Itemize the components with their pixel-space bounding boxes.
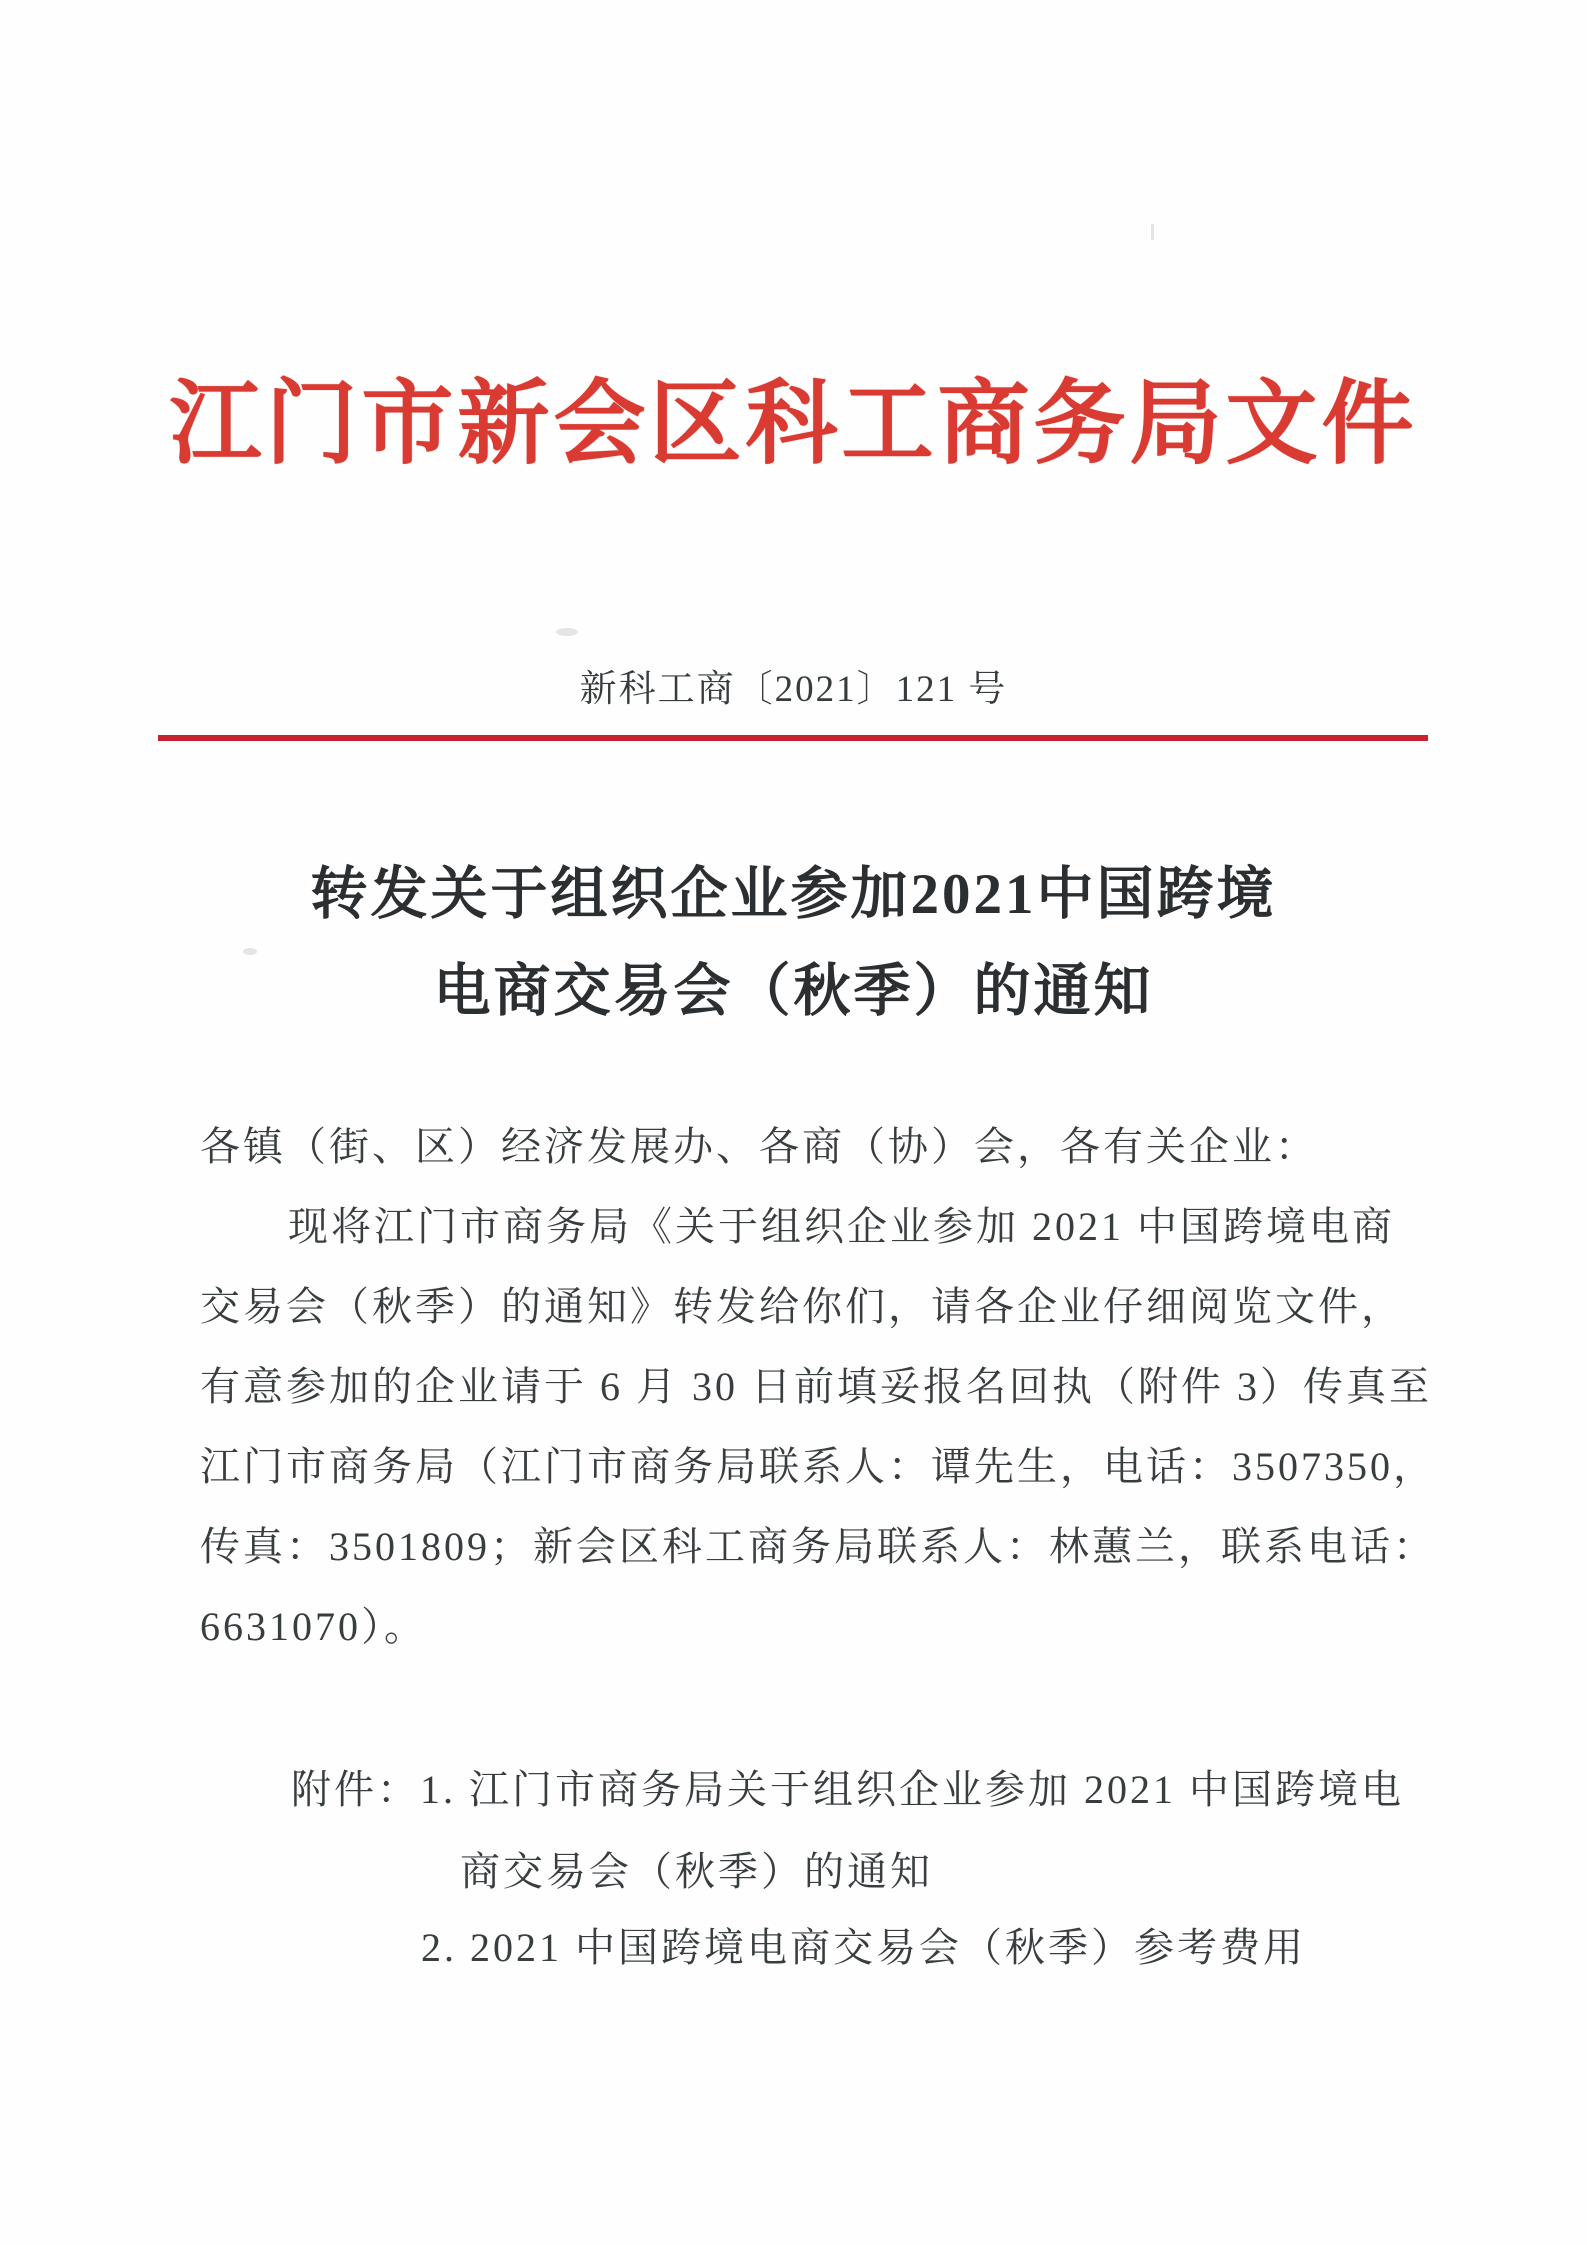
scan-artifact — [556, 628, 578, 636]
body-line: 有意参加的企业请于 6 月 30 日前填妥报名回执（附件 3）传真至 — [200, 1364, 1432, 1409]
body-line: 江门市商务局（江门市商务局联系人：谭先生，电话：3507350， — [200, 1444, 1436, 1489]
document-title — [0, 846, 1587, 1040]
letterhead-title: 江门市新会区科工商务局文件 — [169, 373, 1418, 475]
attachment-item-2: 2. 2021 中国跨境电商交易会（秋季）参考费用 — [421, 1925, 1306, 1970]
attachment-item-1-continued: 商交易会（秋季）的通知 — [460, 1849, 933, 1894]
scan-artifact — [1151, 224, 1154, 240]
document-title-line-2: 电商交易会（秋季）的通知 — [433, 960, 1154, 1023]
document-body — [200, 1107, 1440, 1667]
body-line: 6631070）。 — [200, 1604, 427, 1649]
scan-artifact — [243, 948, 257, 955]
body-line: 交易会（秋季）的通知》转发给你们，请各企业仔细阅览文件， — [200, 1284, 1404, 1329]
document-reference-number: 新科工商〔2021〕121 号 — [579, 669, 1008, 710]
body-line: 现将江门市商务局《关于组织企业参加 2021 中国跨境电商 — [288, 1204, 1395, 1249]
attachment-item-1: 附件：1. 江门市商务局关于组织企业参加 2021 中国跨境电 — [291, 1767, 1404, 1812]
salutation-line: 各镇（街、区）经济发展办、各商（协）会，各有关企业： — [200, 1124, 1318, 1169]
red-separator-rule — [158, 735, 1428, 741]
body-line: 传真：3501809；新会区科工商务局联系人：林蕙兰，联系电话： — [200, 1524, 1436, 1569]
document-title-line-1: 转发关于组织企业参加2021中国跨境 — [310, 863, 1277, 926]
